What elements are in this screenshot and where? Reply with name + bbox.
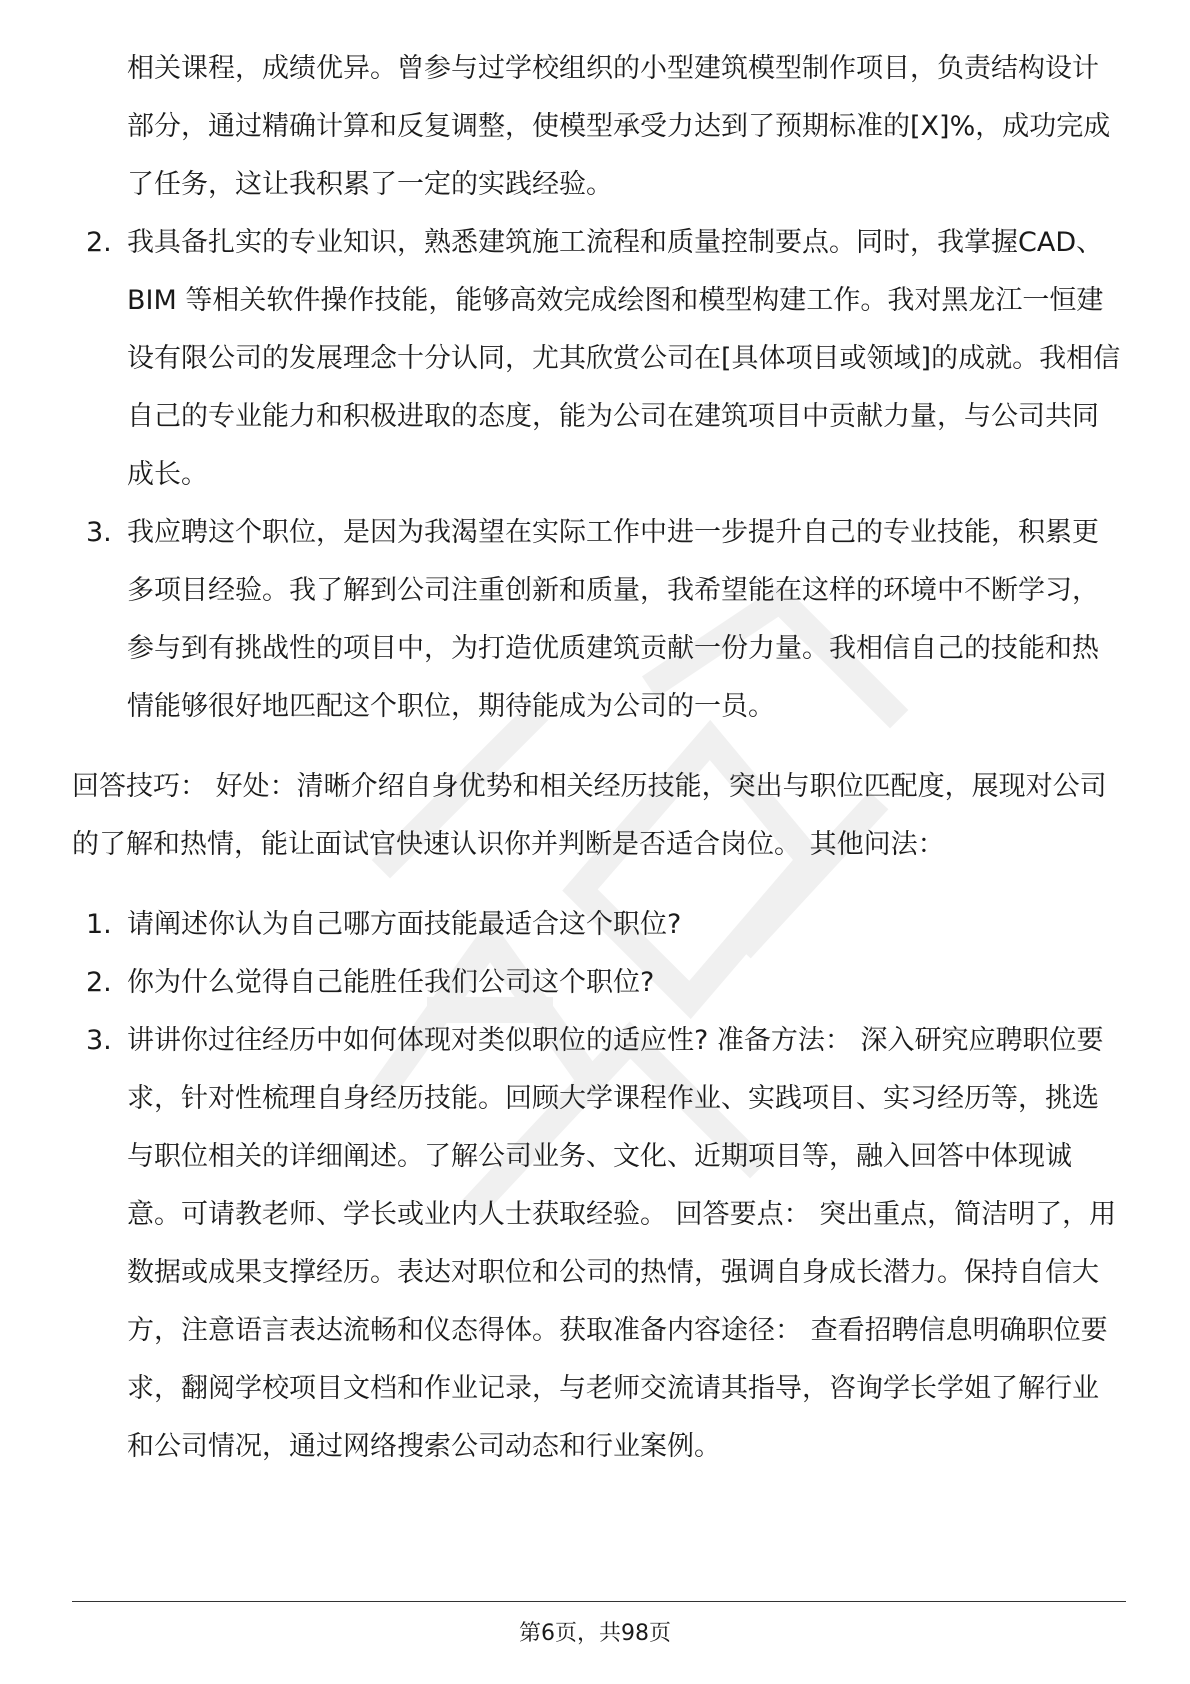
list-number: 2. — [86, 967, 112, 998]
continuation-paragraph: 相关课程，成绩优异。曾参与过学校组织的小型建筑模型制作项目，负责结构设计部分，通过精确计算和反复调整，使模型承受力达到了预期标准的[X]%，成功完成了任务，这让我积累了一定的实践经验。 — [127, 53, 1111, 200]
list-number: 1. — [86, 909, 112, 940]
answer-list — [72, 214, 1122, 736]
list-item-text: 讲讲你过往经历中如何体现对类似职位的适应性? 准备方法： 深入研究应聘职位要求，针对性梳理自身经历技能。回顾大学课程作业、实践项目、实习经历等，挑选与职位相关的详细阐述。了解公司业务、文化、近期项目等，融入回答中体现诚意。可请教老师、学长或业内人士获取经验。 回答要点： 突出重点，简洁明了，用数据或成果支撑经历。表达对职位和公司的热情，强调自身成长潜力。保持自信大方，注意语言表达流畅和仪态得体。获取准备内容途径： 查看招聘信息明确职位要求，翻阅学校项目文档和作业记录，与老师交流请其指导，咨询学长学姐了解行业和公司情况，通过网络搜索公司动态和行业案例。 — [127, 1025, 1117, 1462]
list-item — [72, 896, 1122, 954]
list-item — [72, 504, 1122, 736]
document-body — [72, 40, 1122, 1476]
list-item-text: 我应聘这个职位，是因为我渴望在实际工作中进一步提升自己的专业技能，积累更多项目经验。我了解到公司注重创新和质量，我希望能在这样的环境中不断学习，参与到有挑战性的项目中，为打造优质建筑贡献一份力量。我相信自己的技能和热情能够很好地匹配这个职位，期待能成为公司的一员。 — [127, 517, 1099, 722]
list-item-text: 我具备扎实的专业知识，熟悉建筑施工流程和质量控制要点。同时，我掌握CAD、BIM 等相关软件操作技能，能够高效完成绘图和模型构建工作。我对黑龙江一恒建设有限公司的发展理念十分认同，尤其欣赏公司在[具体项目或领域]的成就。我相信自己的专业能力和积极进取的态度，能为公司在建筑项目中贡献力量，与公司共同成长。 — [127, 227, 1121, 490]
list-number: 3. — [86, 517, 112, 548]
footer-divider — [72, 1601, 1126, 1602]
list-item-text: 请阐述你认为自己哪方面技能最适合这个职位? — [127, 909, 682, 940]
page-number: 第6页，共98页 — [519, 1621, 671, 1646]
list-number: 2. — [86, 227, 112, 258]
tips-paragraph: 回答技巧： 好处：清晰介绍自身优势和相关经历技能，突出与职位匹配度，展现对公司的了解和热情，能让面试官快速认识你并判断是否适合岗位。 其他问法： — [72, 771, 1107, 860]
list-item — [72, 214, 1122, 504]
other-questions-list — [72, 896, 1122, 1476]
list-item-text: 你为什么觉得自己能胜任我们公司这个职位? — [127, 967, 655, 998]
list-item — [72, 1012, 1122, 1476]
list-number: 3. — [86, 1025, 112, 1056]
list-item — [72, 954, 1122, 1012]
